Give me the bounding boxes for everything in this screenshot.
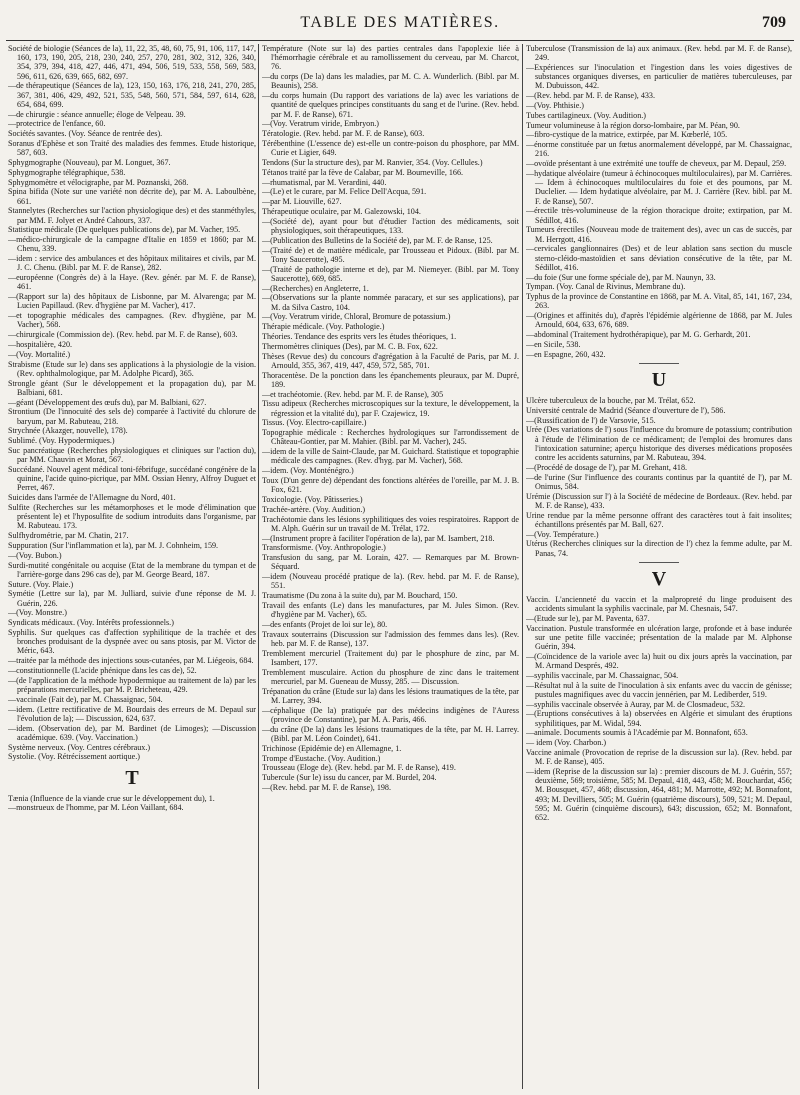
index-entry: —(Société de), ayant pour but d'étudier l'action des médicaments, soit physiologiques, soit thérapeutiques, 133.	[262, 216, 519, 235]
index-entry: Strontium (De l'innocuité des sels de) comparée à l'activité du chlorure de baryum, par M. Rabuteau, 218.	[8, 407, 256, 426]
index-entry: Tératologie. (Rev. hebd. par M. F. de Ranse), 603.	[262, 129, 425, 139]
section-letter: T	[125, 766, 139, 789]
column-divider	[258, 44, 259, 1089]
index-entry: Thérapeutique oculaire, par M. Galezowski, 104.	[262, 206, 421, 216]
page-number: 709	[762, 14, 786, 31]
index-entry: Térébenthine (L'essence de) est-elle un contre-poison du phosphore, par MM. Curie et Ligier, 649.	[262, 139, 519, 158]
index-entry: —idem. (Lettre rectificative de M. Bourdais des erreurs de M. Depaul sur l'évolution de la); — Discussion, 624, 637.	[8, 704, 256, 723]
index-entry: Trachée-artère. (Voy. Audition.)	[262, 504, 366, 514]
index-entry: Trichinose (Epidémie de) en Allemagne, 1.	[262, 743, 402, 753]
index-entry: —(Publication des Bulletins de la Société de), par M. F. de Ranse, 125.	[262, 235, 493, 245]
index-entry: — idem (Voy. Charbon.)	[526, 738, 607, 748]
index-entry: Tremblement musculaire. Action du phosphure de zinc dans le traitement mercuriel, par M. Gueneau de Mussy, 285. — Discussion.	[262, 667, 519, 686]
index-entry: —et trachéotomie. (Rev. hebd. par M. F. de Ranse), 305	[262, 389, 444, 399]
index-entry: —du crâne (De la) dans les lésions traumatiques de la tête, par M. H. Larrey. (Bibl. par M. Léon Coindet), 641.	[262, 724, 519, 743]
index-entry: Typhus de la province de Constantine en 1868, par M. A. Vital, 85, 141, 167, 234, 263.	[526, 292, 792, 311]
index-entry: —chirurgicale (Commission de). (Rev. hebd. par M. F. de Ranse), 603.	[8, 330, 238, 340]
index-entry: —(Voy. Température.)	[526, 529, 599, 539]
index-entry: Système nerveux. (Voy. Centres cérébraux.)	[8, 742, 151, 752]
index-entry: —(Voy. Veratrum viride, Chloral, Bromure de potassium.)	[262, 312, 451, 322]
index-entry: Tissus. (Voy. Electro-capillaire.)	[262, 418, 367, 428]
index-entry: Tumeurs érectiles (Nouveau mode de traitement des), avec un cas de succès, par M. Herrgott, 416.	[526, 225, 792, 244]
index-entry: Utérus (Recherches cliniques sur la direction de l') chez la femme adulte, par M. Panas, 74.	[526, 539, 792, 558]
index-entry: Trousseau (Eloge de). (Rev. hebd. par M. F. de Ranse), 419.	[262, 763, 456, 773]
index-entry: —syphilis vaccinale, par M. Chassaignac, 504.	[526, 670, 679, 680]
index-entry: Urémie (Discussion sur l') à la Société de médecine de Bordeaux. (Rev. hebd. par M. F. de Ranse), 433.	[526, 491, 792, 510]
index-entry: Sphygmomètre et vélocigraphe, par M. Poznanski, 268.	[8, 177, 189, 187]
index-entry: —fibro-cystique de la matrice, extirpée, par M. Kœberlé, 105.	[526, 130, 728, 140]
index-entry: Traumatisme (Du zona à la suite du), par M. Bouchard, 150.	[262, 591, 458, 601]
index-entry: Tissu adipeux (Recherches microscopiques sur la texture, le développement, la régression et la vitalité du), par F. Czajewicz, 19.	[262, 399, 519, 418]
index-entry: Strabisme (Etude sur le) dans ses applications à la physiologie de la vision. (Rev. ophthalmologique, par M. Adolphe Picard), 365.	[8, 359, 256, 378]
page-header	[10, 12, 790, 34]
index-entry: Trompe d'Eustache. (Voy. Audition.)	[262, 753, 381, 763]
index-entry: Statistique médicale (De quelques publications de), par M. Vacher, 195.	[8, 225, 241, 235]
index-entry: —(Observations sur la plante nommée paracary, et sur ses applications), par M. da Silva Castro, 104.	[262, 293, 519, 312]
index-entry: Tympan. (Voy. Canal de Rivinus, Membrane du).	[526, 282, 686, 292]
index-entry: —du foie (Sur une forme spéciale de), par M. Naunyn, 33.	[526, 272, 716, 282]
index-entry: —(Rev. hebd. par M. F. de Ranse), 433.	[526, 91, 655, 101]
index-entry: —(Voy. Bubon.)	[8, 550, 62, 560]
index-entry: —(Voy. Mortalité.)	[8, 349, 71, 359]
index-entry: Surdi-mutité congénitale ou acquise (Etat de la membrane du tympan et de l'arrière-gorge dans 296 cas de), par M. George Beard, 187.	[8, 560, 256, 579]
index-entry: —(Russification de l') de Varsovie, 515.	[526, 415, 656, 425]
index-entry: —du corps (De la) dans les maladies, par M. C. A. Wunderlich. (Bibl. par M. Beaunis), 258.	[262, 72, 519, 91]
index-entry: —(Voy. Monstre.)	[8, 608, 67, 618]
index-entry: Sphygmographe (Nouveau), par M. Longuet, 367.	[8, 158, 171, 167]
index-entry: Transfusion du sang, par M. Lorain, 427. — Remarques par M. Brown-Séquard.	[262, 553, 519, 572]
index-entry: Vaccine animale (Provocation de reprise de la discussion sur la). (Rev. hebd. par M. F. de Ranse), 405.	[526, 747, 792, 767]
index-entry: —Résultat nul à la suite de l'inoculation à six enfants avec du vaccin de génisse; pustules magnifiques avec du vaccin jennérien, par M. Lediberder, 519.	[526, 680, 792, 699]
index-entry: —énorme constituée par un fœtus anormalement développé, par M. Chassaignac, 216.	[526, 140, 792, 159]
index-entry: Thoracentèse. De la ponction dans les épanchements pleuraux, par M. Dupré, 189.	[262, 370, 519, 389]
index-entry: —abdominal (Traitement hydrothérapique), par M. G. Gerhardt, 201.	[526, 330, 751, 340]
index-entry: —(Traité de) et de matière médicale, par Trousseau et Pidoux. (Bibl. par M. Tony Saucerotte), 495.	[262, 245, 519, 264]
index-entry: —(Coïncidence de la variole avec la) huit ou dix jours après la vaccination, par M. Armand Després, 492.	[526, 651, 792, 670]
index-entry: —hospitalière, 420.	[8, 339, 73, 349]
index-entry: Suppuration (Sur l'inflammation et la), par M. J. Cohnheim, 159.	[8, 540, 219, 550]
index-entry: Syphilis. Sur quelques cas d'affection syphilitique de la trachée et des bronches produisant de la dyspnée avec ou sans ptosis, par M. Victor de Méric, 643.	[8, 627, 256, 656]
index-entry: Trachéotomie dans les lésions syphilitiques des voies respiratoires. Rapport de M. Alph. Guérin sur un travail de M. Trélat, 172.	[262, 514, 519, 533]
index-entry: Toux (D'un genre de) dépendant des fonctions altérées de l'oreille, par M. J. B. Fox, 621.	[262, 475, 519, 495]
section-separator	[639, 363, 679, 364]
index-entry: —(Traité de pathologie interne et de), par M. Niemeyer. (Bibl. par M. Tony Saucerotte), 669, 685.	[262, 264, 519, 283]
index-entry: —idem : service des ambulances et des hôpitaux militaires et civils, par M. J. C. Chenu. (Bibl. par M. F. de Ranse), 282.	[8, 254, 256, 273]
index-entry: —de thérapeutique (Séances de la), 123, 150, 163, 176, 218, 241, 270, 285, 367, 381, 406, 429, 492, 521, 535, 548, 560, 571, 584, 597, 614, 628, 654, 684, 699.	[8, 81, 256, 109]
index-entry: Tubercule (Sur le) issu du cancer, par M. Burdel, 204.	[262, 773, 437, 783]
index-entry: Ulcère tuberculeux de la bouche, par M. Trélat, 652.	[526, 395, 696, 405]
index-entry: Travail des enfants (Le) dans les manufactures, par M. Jules Simon. (Rev. d'hygiène par M. Vacher), 65.	[262, 600, 519, 620]
index-entry: Vaccination. Pustule transformée en ulcération large, profonde et à base indurée sur une petite fille vaccinée; présentation de la malade par M. Alphonse Guérin, 394.	[526, 623, 792, 651]
index-entry: Tuberculose (Transmission de la) aux animaux. (Rev. hebd. par M. F. de Ranse), 249.	[526, 44, 792, 63]
index-entry: —en Espagne, 260, 432.	[526, 349, 606, 359]
index-entry: Topographie médicale : Recherches hydrologiques sur l'arrondissement de Château-Gontier, par M. Mahier. (Bibl. par M. Vacher), 245.	[262, 428, 519, 447]
index-entry: Trépanation du crâne (Etude sur la) dans les lésions traumatiques de la tête, par M. Larrey, 394.	[262, 686, 519, 705]
index-entry: Tumeur volumineuse à la région dorso-lombaire, par M. Péan, 90.	[526, 120, 740, 130]
index-entry: Tænia (Influence de la viande crue sur le développement du), 1.	[8, 793, 215, 803]
index-entry: Strychnée (Akazger, nouvelle), 178).	[8, 426, 128, 436]
index-entry: —(Procédé de dosage de l'), par M. Grehant, 418.	[526, 462, 688, 472]
index-entry: Tétanos traité par la fève de Calabar, par M. Bourneville, 166.	[262, 167, 464, 177]
index-entry: —rhumatismal, par M. Verardini, 440.	[262, 177, 387, 187]
index-entry: —ovoïde présentant à une extrémité une touffe de cheveux, par M. Depaul, 259.	[526, 159, 787, 169]
index-entry: Syndicats médicaux. (Voy. Intérêts professionnels.)	[8, 618, 174, 628]
index-entry: Sphygmographe télégraphique, 538.	[8, 167, 126, 177]
index-entry: Urine rendue par la même personne offrant des caractères tout à fait insolites; échantillons présentés par M. Ball, 627.	[526, 510, 792, 529]
index-entry: —(Voy. Phthisie.)	[526, 101, 585, 110]
index-entry: —(Le) et le curare, par M. Felice Dell'Acqua, 591.	[262, 187, 427, 197]
index-entry: —vaccinale (Fait de), par M. Chassaignac, 504.	[8, 694, 163, 704]
index-entry: —hydatique alvéolaire (tumeur à échinocoques multiloculaires), par M. Carrières. — Idem à échinocoques multiloculaires du foie et des poumons, par M. Duclelier. — Idem hydatique alvéolaire, par M. J. Carrière (Rev. bibl. par M. F. de Ranse), 507.	[526, 168, 792, 206]
index-entry: Tubes cartilagineux. (Voy. Audition.)	[526, 110, 646, 120]
index-entry: Sublimé. (Voy. Hypodermiques.)	[8, 436, 115, 446]
index-entry: Toxicologie. (Voy. Pâtisseries.)	[262, 494, 363, 504]
index-entry: Systolie. (Voy. Rétrécissement aortique.)	[8, 752, 140, 762]
index-entry: Théories. Tendance des esprits vers les études théoriques, 1.	[262, 331, 457, 341]
index-entry: Vaccin. L'ancienneté du vaccin et la malpropreté du linge produisent des accidents simulant la syphilis vaccinale, par M. Chesnais, 547.	[526, 594, 792, 613]
index-entry: Soranus d'Ephèse et son Traité des maladies des femmes. Etude historique, 587, 603.	[8, 139, 256, 158]
section-letter: V	[651, 567, 667, 590]
index-entry: Strongle géant (Sur le développement et la propagation du), par M. Balbiani, 681.	[8, 378, 256, 397]
index-entry: Succédané. Nouvel agent médical toni-fébrifuge, succédané congénère de la quinine, l'acide quino-picrique, par MM. Ossian Henry, Alfroy Duguet et Perret, 467.	[8, 464, 256, 493]
index-column-2	[262, 44, 519, 1091]
index-entry: Stannelytes (Recherches sur l'action physiologique des) et des stanméthyles, par MM. F. Jolyet et André Cahours, 337.	[8, 206, 256, 225]
index-entry: —idem. (Voy. Monténégro.)	[262, 466, 354, 476]
index-entry: —Expériences sur l'inoculation et l'ingestion dans les voies digestives de substances organiques diverses, en particulier de matières tuberculeuses, par M. Dubuisson, 442.	[526, 63, 792, 91]
index-entry: —(Rev. hebd. par M. F. de Ranse), 198.	[262, 782, 391, 792]
index-entry: —(Voy. Veratrum viride, Embryon.)	[262, 119, 379, 129]
index-column-3	[526, 44, 792, 1091]
index-entry: —(Recherches) en Angleterre, 1.	[262, 283, 369, 293]
index-entry: Thermomètres cliniques (Des), par M. C. B. Fox, 622.	[262, 341, 438, 351]
index-entry: —de l'urine (Sur l'influence des courants continus par la quantité de l'), par M. Onimus, 584.	[526, 472, 792, 491]
index-entry: Sulfhydrométrie, par M. Chatin, 217.	[8, 531, 129, 541]
index-entry: —animale. Documents soumis à l'Académie par M. Bonnafont, 653.	[526, 728, 748, 738]
column-divider	[522, 44, 523, 1089]
index-entry: —géant (Développement des œufs du), par M. Balbiani, 627.	[8, 397, 207, 407]
index-entry: Tremblement mercuriel (Traitement du) par le phosphure de zinc, par M. Isambert, 177.	[262, 648, 519, 667]
index-entry: —européenne (Congrès de) à la Haye. (Rev. génér. par M. F. de Ranse), 461.	[8, 273, 256, 292]
index-entry: Thèses (Revue des) du concours d'agrégation à la Faculté de Paris, par M. J. Arnould, 355, 367, 419, 447, 459, 572, 585, 701.	[262, 351, 519, 370]
index-entry: Université centrale de Madrid (Séance d'ouverture de l'), 586.	[526, 405, 726, 415]
index-entry: —idem de la ville de Saint-Claude, par M. Guichard. Statistique et topographie médicale des campagnes. (Rev. d'hyg. par M. Vacher), 568.	[262, 447, 519, 466]
index-entry: Urée (Des variations de l') sous l'influence du bromure de potassium; contribution à l'étude de l'élimination de ce médicament; de l'emploi des bromures dans l'intoxication saturnine; aperçu historique des diverses médications proposées contre les accidents saturnins, par M. Rabuteau, 394.	[526, 425, 792, 462]
index-entry: —des enfants (Projet de loi sur le), 80.	[262, 619, 388, 629]
section-separator	[639, 562, 679, 563]
index-entry: Tendons (Sur la structure des), par M. Ranvier, 354. (Voy. Cellules.)	[262, 158, 483, 167]
index-entry: —idem (Reprise de la discussion sur la) : premier discours de M. J. Guérin, 557; deuxième, 569; troisième, 585; M. Depaul, 418, 443, 458; M. Bouchardat, 456; M. Bousquet, 457, 468; discussion, 464, 481; M. Marrotte, 492; M. Bonnafont, 493; M. Devilliers, 505; M. Guérin (quatrième discours), 509, 521; M. Depaul, 595; M. Guérin (cinquième discours), 643; discussion, 652; M. Bonnafont, 652.	[526, 766, 792, 822]
index-entry: Spina bifida (Note sur une variété non décrite de), par M. A. Laboulbène, 661.	[8, 187, 256, 206]
header-rule	[6, 40, 794, 41]
index-entry: Transformisme. (Voy. Anthropologie.)	[262, 543, 386, 553]
index-entry: —(Eruptions consécutives à la) observées en Algérie et simulant des éruptions syphilitiques, par M. Widal, 594.	[526, 709, 792, 728]
index-column-1	[8, 44, 256, 1091]
index-entry: Travaux souterrains (Discussion sur l'admission des femmes dans les). (Rev. heb. par M. F. de Ranse), 137.	[262, 629, 519, 648]
index-entry: Thérapie médicale. (Voy. Pathologie.)	[262, 322, 385, 332]
index-entry: Suture. (Voy. Plaie.)	[8, 579, 74, 589]
index-entry: Symétie (Lettre sur la), par M. Julliard, suivie d'une réponse de M. J. Guérin, 226.	[8, 589, 256, 608]
index-entry: —syphilis vaccinale observée à Auray, par M. de Closmadeuc, 532.	[526, 699, 746, 709]
index-entry: —idem (Nouveau procédé pratique de la). (Rev. hebd. par M. F. de Ranse), 551.	[262, 572, 519, 591]
index-entry: —(Etude sur le), par M. Paventa, 637.	[526, 613, 650, 623]
index-entry: —et topographie médicales des campagnes. (Rev. d'hygiène, par M. Vacher), 568.	[8, 311, 256, 330]
index-entry: —cervicales ganglionnaires (Des) et de leur ablation sans section du muscle sterno-cléido-mastoïdien et sans déviation consécutive de la tête, par M. Sédillot, 416.	[526, 244, 792, 272]
index-entry: —constitutionnelle (L'acide phénique dans les cas de), 52.	[8, 665, 197, 675]
index-entry: —par M. Liouville, 627.	[262, 197, 342, 207]
index-entry: —(de l'application de la méthode hypodermique au traitement de la) par les préparations mercurielles, par M. P. Bricheteau, 429.	[8, 675, 256, 694]
index-entry: —protectrice de l'enfance, 60.	[8, 119, 106, 129]
index-entry: —érectile très-volumineuse de la région thoracique droite; extirpation, par M. Sédillot, 416.	[526, 206, 792, 225]
index-entry: —(Rapport sur la) des hôpitaux de Lisbonne, par M. Alvarenga; par M. Lucien Papillaud. (Rev. d'hygiène par M. Vacher), 417.	[8, 292, 256, 311]
index-entry: Suicides dans l'armée de l'Allemagne du Nord, 401.	[8, 493, 176, 503]
page-title: TABLE DES MATIÈRES.	[300, 14, 500, 31]
index-entry: —idem. (Observation de), par M. Bardinet (de Limoges); —Discussion académique. 639. (Voy. Vaccination.)	[8, 723, 256, 742]
index-entry: —en Sicile, 538.	[526, 339, 581, 349]
index-entry: —céphalique (De la) pratiquée par des médecins indigènes de l'Auress (province de Constantine), par M. A. Paris, 466.	[262, 705, 519, 724]
index-entry: —(Instrument propre à faciliter l'opération de la), par M. Isambert, 218.	[262, 533, 495, 543]
index-entry: —monstrueux de l'homme, par M. Léon Vaillant, 684.	[8, 803, 184, 813]
index-entry: Température (Note sur la) des parties centrales dans l'apoplexie liée à l'hémorrhagie cérébrale et au ramollissement du cerveau, par M. Charcot, 76.	[262, 44, 519, 72]
index-entry: —du corps humain (Du rapport des variations de la) avec les variations de quantité de quelques principes constituants du sang et de l'urine. (Rev. hebd. par M. F. de Ranse), 671.	[262, 91, 519, 119]
index-entry: —traitée par la méthode des injections sous-cutanées, par M. Liégeois, 684.	[8, 656, 254, 666]
index-entry: Sociétés savantes. (Voy. Séance de rentrée des).	[8, 129, 163, 139]
index-entry: —médico-chirurgicale de la campagne d'Italie en 1859 et 1860; par M. Chenu, 339.	[8, 235, 256, 254]
index-entry: —de chirurgie : séance annuelle; éloge de Velpeau. 39.	[8, 109, 186, 119]
index-entry: —(Origines et affinités du), d'après l'épidémie algérienne de 1868, par M. Jules Arnould, 604, 633, 676, 689.	[526, 311, 792, 330]
index-entry: Suc pancréatique (Recherches physiologiques et cliniques sur l'action du), par MM. Chauvin et Morat, 567.	[8, 445, 256, 465]
index-entry: Société de biologie (Séances de la), 11, 22, 35, 48, 60, 75, 91, 106, 117, 147, 160, 173, 190, 205, 218, 230, 240, 257, 270, 281, 302, 312, 326, 340, 354, 379, 394, 418, 427, 446, 471, 494, 506, 519, 533, 558, 569, 583, 596, 611, 626, 639, 665, 682, 697.	[8, 44, 256, 81]
section-letter: U	[651, 368, 667, 391]
index-entry: Sulfite (Recherches sur les métamorphoses et le mode d'élimination que présentent le) et l'hyposulfite de sodium introduits dans l'organisme, par M. Rabuteau. 173.	[8, 502, 256, 531]
